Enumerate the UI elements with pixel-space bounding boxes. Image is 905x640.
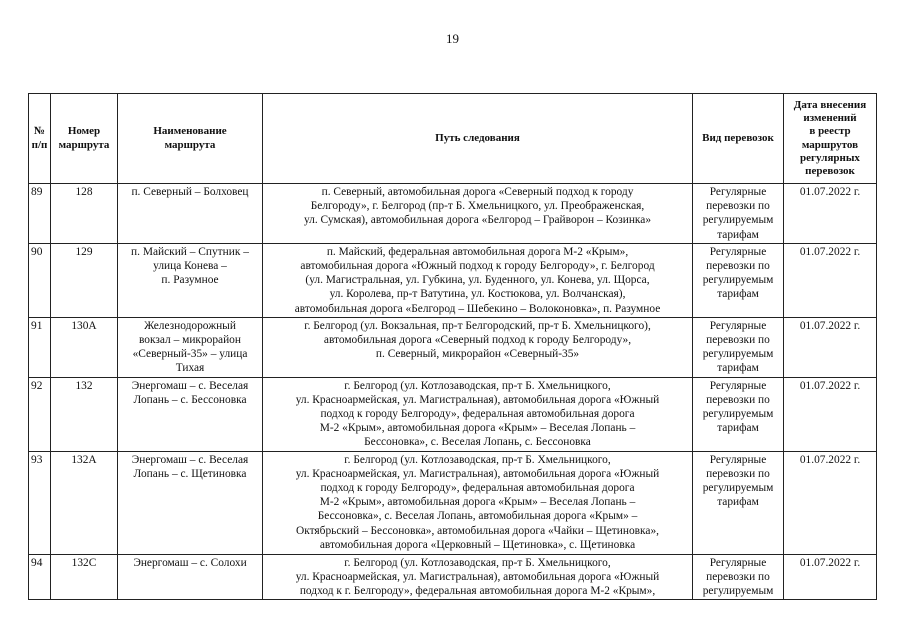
route-name-line: улица Конева – [153, 260, 227, 273]
route-path-line: ул. Сумская), автомобильная дорога «Белгород – Грайворон – Козинка» [303, 214, 652, 227]
transport-type [693, 317, 784, 377]
route-path-line: ул. Королева, пр-т Ватутина, ул. Костюкова, ул. Волчанская), [329, 288, 626, 301]
route-name-line: Энергомаш – с. Солохи [133, 556, 247, 569]
page-number: 19 [446, 31, 459, 46]
header-num-line: № [33, 125, 46, 138]
table-row [29, 317, 877, 377]
route-path-line: подход к г. Белгороду», федеральная автомобильная дорога М-2 «Крым», [299, 585, 656, 598]
route-name-line: «Северный-35» – улица [132, 348, 248, 361]
transport-type-line: Регулярные [709, 453, 767, 466]
row-number: 89 [29, 184, 51, 244]
table-row [29, 451, 877, 554]
transport-type [693, 184, 784, 244]
route-path-line: г. Белгород (ул. Котлозаводская, пр-т Б. Хмельницкого, [344, 379, 611, 392]
transport-type-line: Регулярные [709, 556, 767, 569]
routes-table [28, 93, 877, 600]
route-path-line: п. Северный, микрорайон «Северный-35» [375, 348, 580, 361]
route-path-line: ул. Красноармейская, ул. Магистральная), автомобильная дорога «Южный [295, 570, 660, 583]
route-name-line: Железнодорожный [144, 319, 236, 332]
route-path-line: п. Северный, автомобильная дорога «Северный подход к городу [321, 186, 634, 198]
route-name [118, 317, 263, 377]
transport-type-line: перевозки по [706, 570, 770, 583]
transport-type-line: Регулярные [709, 186, 767, 198]
header-route-name [118, 94, 263, 184]
transport-type-line: регулируемым [702, 408, 774, 421]
route-number: 132 [51, 377, 118, 451]
header-num [29, 94, 51, 184]
transport-type-line: тарифам [717, 228, 759, 241]
header-date-line: перевозок [805, 164, 855, 177]
transport-type-line: регулируемым [702, 214, 774, 227]
transport-type-line: Регулярные [709, 245, 767, 258]
route-name [118, 554, 263, 600]
transport-type-line: тарифам [717, 362, 759, 375]
header-date-line: изменений [803, 112, 857, 125]
table-row [29, 184, 877, 244]
header-date-line: в реестр [809, 125, 851, 138]
transport-type [693, 554, 784, 600]
route-name [118, 451, 263, 554]
route-name [118, 377, 263, 451]
route-path-line: ул. Красноармейская, ул. Магистральная), автомобильная дорога «Южный [295, 467, 660, 480]
transport-type-line: тарифам [717, 422, 759, 435]
change-date: 01.07.2022 г. [784, 554, 877, 600]
header-route-number [51, 94, 118, 184]
route-path-line: Белгороду», г. Белгород (пр-т Б. Хмельницкого, ул. Преображенская, [310, 200, 645, 213]
header-code-line: маршрута [58, 138, 110, 151]
transport-type-line: тарифам [717, 496, 759, 509]
route-name-line: Тихая [175, 362, 205, 375]
route-path-line: подход к городу Белгороду», федеральная автомобильная дорога [320, 408, 635, 421]
route-path-line: Бессоновка», с. Веселая Лопань, с. Бессоновка [364, 436, 591, 449]
transport-type [693, 243, 784, 317]
route-path-line: (ул. Магистральная, ул. Губкина, ул. Буденного, ул. Конева, ул. Щорса, [305, 274, 650, 287]
route-number: 129 [51, 243, 118, 317]
header-date-line: Дата внесения [793, 98, 867, 111]
transport-type-line: регулируемым [702, 482, 774, 495]
header-date-line: регулярных [800, 151, 860, 164]
header-row [29, 94, 877, 184]
route-name-line: Энергомаш – с. Веселая [131, 453, 249, 466]
table-row [29, 554, 877, 600]
transport-type-line: перевозки по [706, 200, 770, 213]
route-path-line: Бессоновка», с. Веселая Лопань, автомобильная дорога «Крым» – [317, 510, 638, 523]
route-path-line: автомобильная дорога «Церковный – Щетиновка», с. Щетиновка [319, 538, 636, 551]
header-path-line: Путь следования [435, 131, 520, 144]
route-number: 128 [51, 184, 118, 244]
route-name [118, 243, 263, 317]
change-date: 01.07.2022 г. [784, 184, 877, 244]
route-path-line: автомобильная дорога «Южный подход к городу Белгороду», г. Белгород [300, 260, 655, 273]
route-path-line: автомобильная дорога «Северный подход к городу Белгороду», [323, 334, 632, 347]
route-path-line: М-2 «Крым», автомобильная дорога «Крым» – Веселая Лопань – [319, 496, 636, 509]
route-path-line: п. Майский, федеральная автомобильная дорога М-2 «Крым», [326, 245, 629, 258]
transport-type-line: тарифам [717, 288, 759, 301]
transport-type [693, 451, 784, 554]
route-path-line: подход к городу Белгороду», федеральная автомобильная дорога [320, 482, 635, 495]
route-path-line: г. Белгород (ул. Котлозаводская, пр-т Б. Хмельницкого, [344, 453, 611, 466]
route-path-line: г. Белгород (ул. Вокзальная, пр-т Белгородский, пр-т Б. Хмельницкого), [304, 319, 651, 332]
row-number: 94 [29, 554, 51, 600]
change-date: 01.07.2022 г. [784, 451, 877, 554]
header-transport-type [693, 94, 784, 184]
transport-type-line: регулируемым [702, 274, 774, 287]
row-number: 91 [29, 317, 51, 377]
route-name-line: п. Северный – Болховец [131, 186, 249, 198]
route-number: 132С [51, 554, 118, 600]
row-number: 92 [29, 377, 51, 451]
row-number: 90 [29, 243, 51, 317]
transport-type [693, 377, 784, 451]
route-path [263, 184, 693, 244]
transport-type-line: Регулярные [709, 379, 767, 392]
route-path-line: М-2 «Крым», автомобильная дорога «Крым» – Веселая Лопань – [319, 422, 636, 435]
route-name-line: Лопань – с. Щетиновка [133, 467, 247, 480]
route-path-line: Октябрьский – Бессоновка», автомобильная дорога «Чайки – Щетиновка», [295, 524, 660, 537]
header-name-line: Наименование [153, 125, 227, 138]
change-date: 01.07.2022 г. [784, 243, 877, 317]
transport-type-line: Регулярные [709, 319, 767, 332]
route-path [263, 317, 693, 377]
route-name-line: п. Разумное [161, 274, 219, 287]
route-name-line: вокзал – микрорайон [139, 334, 241, 347]
transport-type-line: регулируемым [702, 348, 774, 361]
change-date: 01.07.2022 г. [784, 317, 877, 377]
header-num-line: п/п [31, 138, 48, 151]
transport-type-line: перевозки по [706, 334, 770, 347]
transport-type-line: регулируемым [702, 585, 774, 598]
route-path [263, 554, 693, 600]
table-row [29, 377, 877, 451]
table-row [29, 243, 877, 317]
header-type-line: Вид перевозок [702, 131, 774, 144]
header-name-line: маршрута [164, 138, 216, 151]
row-number: 93 [29, 451, 51, 554]
route-path [263, 377, 693, 451]
route-path-line: ул. Красноармейская, ул. Магистральная), автомобильная дорога «Южный [295, 393, 660, 406]
route-number: 130А [51, 317, 118, 377]
route-path-line: автомобильная дорога «Белгород – Шебекино – Волоконовка», п. Разумное [294, 302, 661, 315]
transport-type-line: перевозки по [706, 393, 770, 406]
header-code-line: Номер [67, 125, 101, 138]
transport-type-line: перевозки по [706, 467, 770, 480]
route-path [263, 243, 693, 317]
route-name [118, 184, 263, 244]
route-number: 132А [51, 451, 118, 554]
header-date-line: маршрутов [801, 138, 859, 151]
header-change-date [784, 94, 877, 184]
route-name-line: Лопань – с. Бессоновка [133, 393, 247, 406]
route-path-line: г. Белгород (ул. Котлозаводская, пр-т Б. Хмельницкого, [344, 556, 611, 569]
header-route-path [263, 94, 693, 184]
change-date: 01.07.2022 г. [784, 377, 877, 451]
route-path [263, 451, 693, 554]
transport-type-line: перевозки по [706, 260, 770, 273]
route-name-line: Энергомаш – с. Веселая [131, 379, 249, 392]
route-name-line: п. Майский – Спутник – [131, 245, 249, 258]
